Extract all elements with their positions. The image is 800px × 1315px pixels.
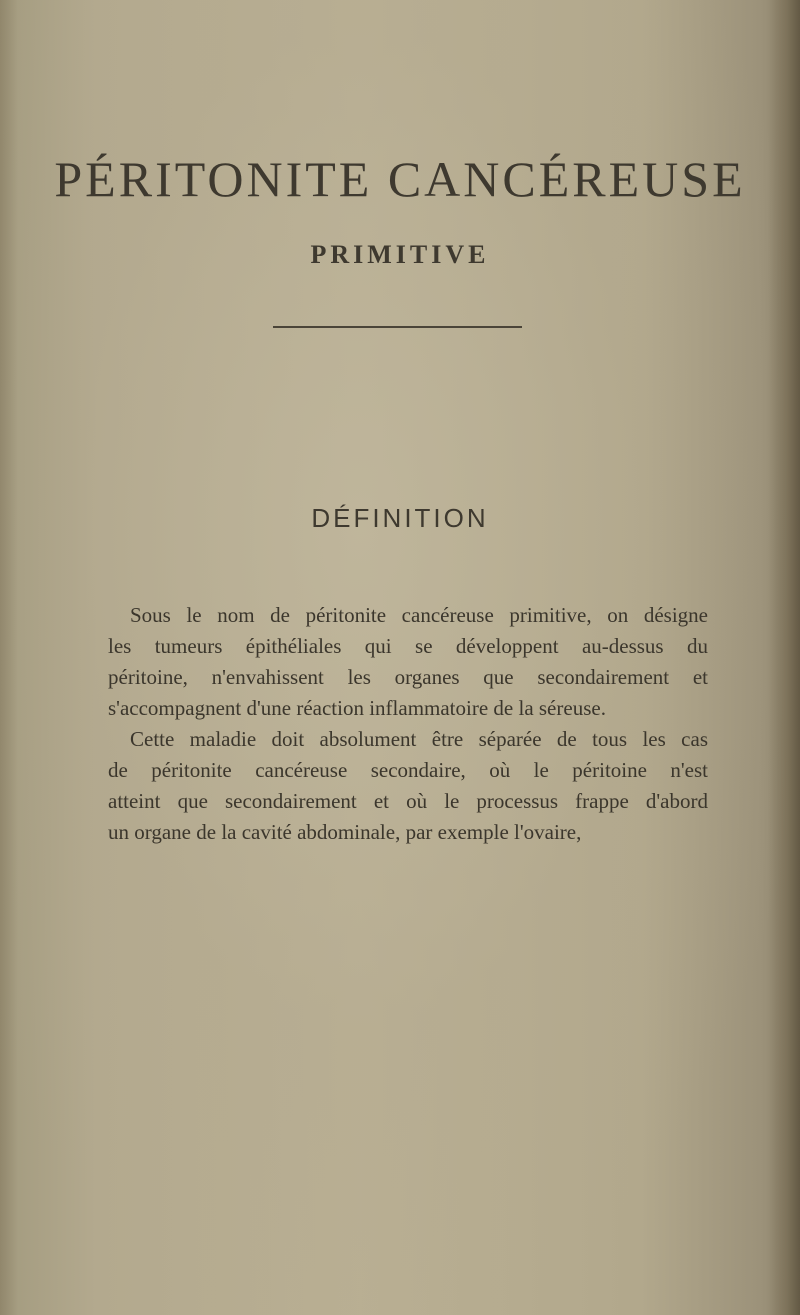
title-divider-rule bbox=[273, 326, 522, 328]
chapter-subtitle: PRIMITIVE bbox=[310, 240, 490, 269]
text-line: un organe de la cavité abdominale, par exemple l'ovaire, bbox=[108, 820, 582, 844]
text-line: Sous le nom de péritonite cancéreuse primitive, on désigne bbox=[130, 603, 708, 627]
text-line: de péritonite cancéreuse secondaire, où le péritoine n'est bbox=[108, 758, 708, 782]
chapter-title: PÉRITONITE CANCÉREUSE bbox=[54, 151, 746, 207]
text-line: atteint que secondairement et où le processus frappe d'abord bbox=[108, 789, 708, 813]
text-line: les tumeurs épithéliales qui se développent au-dessus du bbox=[108, 634, 708, 658]
text-line: s'accompagnent d'une réaction inflammatoire de la séreuse. bbox=[108, 696, 606, 720]
body-text bbox=[108, 600, 708, 848]
text-line: Cette maladie doit absolument être séparée de tous les cas bbox=[130, 727, 708, 751]
section-heading: DÉFINITION bbox=[311, 503, 489, 533]
text-line: péritoine, n'envahissent les organes que secondairement et bbox=[108, 665, 708, 689]
